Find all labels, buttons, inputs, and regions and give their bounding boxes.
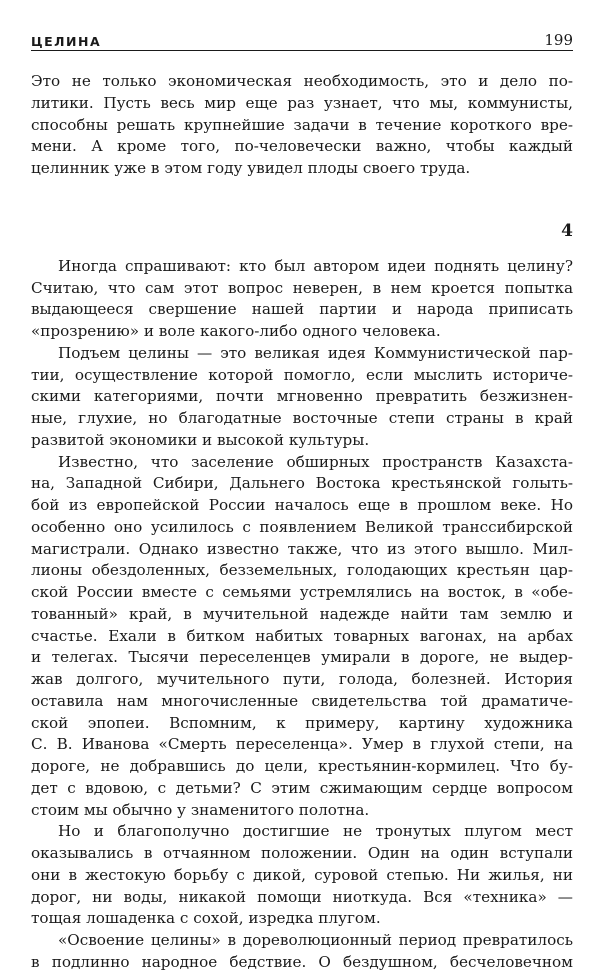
paragraph xyxy=(31,71,573,180)
text-block-before xyxy=(31,71,573,180)
text-line: оказывались в отчаянном положении. Один на один вступали xyxy=(31,844,573,862)
text-line: и телегах. Тысячи переселенцев умирали в дороге, не выдер- xyxy=(31,648,573,667)
text-line: литики. Пусть весь мир еще раз узнает, что мы, коммунисты, xyxy=(31,93,573,112)
running-header xyxy=(31,26,573,51)
book-page xyxy=(31,26,573,974)
text-line: развитой экономики и высокой культуры. xyxy=(31,430,370,449)
text-line: С. В. Иванова «Смерть переселенца». Умер в глухой степи, на xyxy=(31,735,573,754)
text-line: тощая лошаденка с сохой, изредка плугом. xyxy=(31,909,381,928)
running-title: ЦЕЛИНА xyxy=(31,34,102,49)
text-line: целинник уже в этом году увидел плоды своего труда. xyxy=(31,159,471,177)
text-line: тованный» край, в мучительной надежде найти там землю и xyxy=(31,604,573,623)
text-line: Считаю, что сам этот вопрос неверен, в нем кроется попытка xyxy=(31,278,573,297)
text-line: ные, глухие, но благодатные восточные степи страны в край xyxy=(31,409,573,427)
text-line: способны решать крупнейшие задачи в течение короткого вре- xyxy=(31,115,573,134)
text-line: выдающееся свершение нашей партии и народа приписать xyxy=(31,300,573,319)
text-line: «прозрению» и воле какого-либо одного человека. xyxy=(31,322,441,340)
text-line: скими категориями, почти мгновенно превратить безжизнен- xyxy=(31,387,573,406)
text-line: Иногда спрашивают: кто был автором идеи поднять целину? xyxy=(58,256,573,275)
text-line: «Освоение целины» в дореволюционный период превратилось xyxy=(58,931,573,949)
paragraph xyxy=(31,256,573,343)
paragraph xyxy=(31,930,573,974)
text-line: на, Западной Сибири, Дальнего Востока крестьянской голыть- xyxy=(31,474,573,493)
text-line: тии, осуществление которой помогло, если мыслить историче- xyxy=(31,365,573,384)
text-line: дорог, ни воды, никакой помощи ниоткуда. Вся «техника» — xyxy=(31,887,573,906)
text-line: стоим мы обычно у знаменитого полотна. xyxy=(31,800,370,819)
text-line: особенно оно усилилось с появлением Великой транссибирской xyxy=(31,517,573,536)
section-number: 4 xyxy=(561,220,573,241)
text-line: оставила нам многочисленные свидетельства той драматиче- xyxy=(31,691,573,710)
text-line: ской России вместе с семьями устремлялись на восток, в «обе- xyxy=(31,583,573,601)
paragraph xyxy=(31,343,573,452)
text-line: Известно, что заселение обширных пространств Казахста- xyxy=(58,452,573,471)
text-line: лионы обездоленных, безземельных, голодающих крестьян цар- xyxy=(31,561,573,580)
text-line: жав долгого, мучительного пути, голода, болезней. История xyxy=(31,670,573,688)
text-line: мени. А кроме того, по-человечески важно, чтобы каждый xyxy=(31,137,573,156)
text-line: они в жестокую борьбу с дикой, суровой степью. Ни жилья, ни xyxy=(31,865,573,884)
text-line: дороге, не добравшись до цели, крестьянин-кормилец. Что бу- xyxy=(31,757,573,775)
text-line: счастье. Ехали в битком набитых товарных вагонах, на арбах xyxy=(31,626,573,645)
text-line: бой из европейской России началось еще в прошлом веке. Но xyxy=(31,496,573,514)
page-number: 199 xyxy=(544,31,573,49)
text-block-after xyxy=(31,256,573,974)
paragraph xyxy=(31,452,573,822)
text-line: Подъем целины — это великая идея Коммунистической пар- xyxy=(58,343,573,362)
text-line: дет с вдовою, с детьми? С этим сжимающим сердце вопросом xyxy=(31,778,573,797)
text-line: Это не только экономическая необходимость, это и дело по- xyxy=(31,72,573,90)
paragraph xyxy=(31,821,573,930)
text-line: ской эпопеи. Вспомним, к примеру, картину художника xyxy=(31,713,573,732)
text-line: магистрали. Однако известно также, что из этого вышло. Мил- xyxy=(31,539,573,558)
text-line: в подлинно народное бедствие. О бездушном, бесчеловечном xyxy=(31,952,573,971)
text-line: Но и благополучно достигшие не тронутых плугом мест xyxy=(58,822,573,841)
